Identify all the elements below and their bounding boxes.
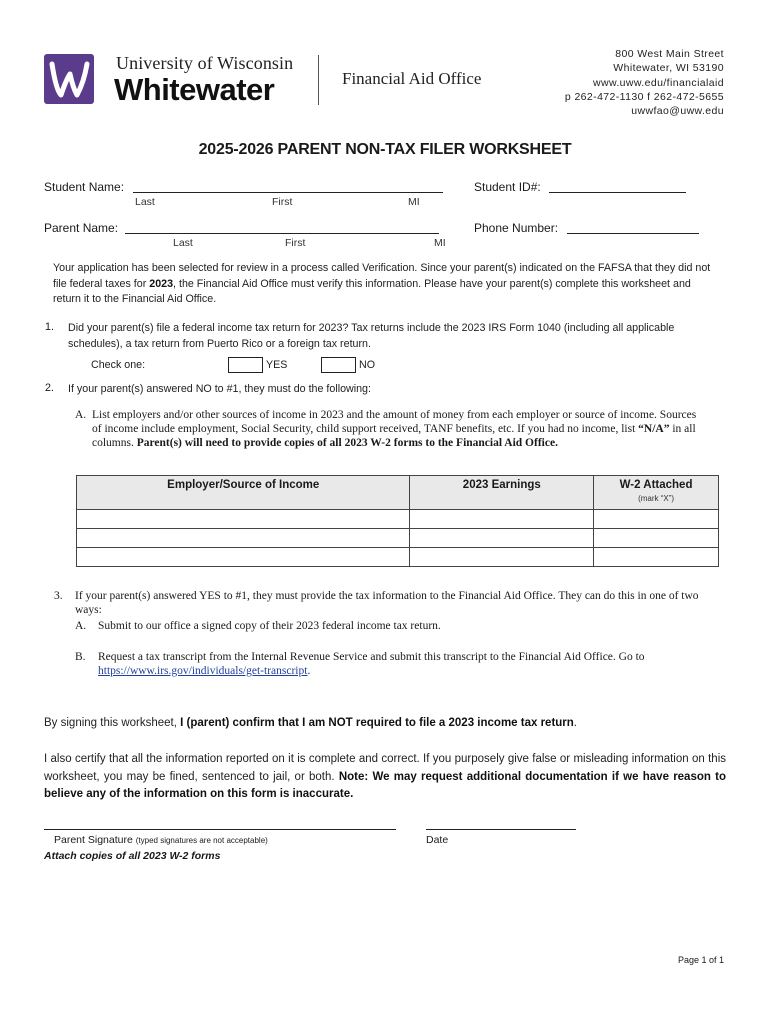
earnings-cell[interactable] (410, 548, 594, 567)
university-name-line2: Whitewater (114, 72, 275, 107)
table-header-employer: Employer/Source of Income (77, 476, 410, 510)
confirm-statement: By signing this worksheet, I (parent) confirm that I am NOT required to file a 2023 income tax return. (44, 717, 577, 729)
w2-cell[interactable] (594, 548, 719, 567)
parent-last-label: Last (173, 237, 193, 249)
date-label: Date (426, 834, 449, 846)
employer-cell[interactable] (77, 510, 410, 529)
w2-cell[interactable] (594, 529, 719, 548)
irs-transcript-link[interactable]: https://www.irs.gov/individuals/get-transcript (98, 665, 308, 677)
signature-line[interactable] (44, 829, 396, 830)
no-label: NO (359, 359, 376, 371)
parent-name-label: Parent Name: (44, 221, 119, 235)
question-2a-label: A. (75, 409, 87, 421)
question-3-text: If your parent(s) answered YES to #1, they must provide the tax information to the Financial Aid Office. They can do this in one of two ways: (75, 590, 699, 616)
table-header-w2-note: (mark “X”) (638, 494, 675, 503)
address-phone: p 262-472-1130 f 262-472-5655 (564, 90, 724, 103)
no-checkbox[interactable] (321, 357, 356, 373)
parent-mi-label: MI (434, 237, 446, 249)
earnings-cell[interactable] (410, 510, 594, 529)
table-row (77, 548, 719, 567)
address-email: uwwfao@uww.edu (631, 105, 724, 118)
question-1-number: 1. (45, 321, 54, 333)
yes-checkbox[interactable] (228, 357, 263, 373)
uww-logo-icon (44, 54, 94, 104)
table-header-earnings: 2023 Earnings (410, 476, 594, 510)
signature-note: (typed signatures are not acceptable) (135, 836, 268, 845)
student-first-label: First (272, 196, 293, 208)
student-name-label: Student Name: (44, 180, 125, 194)
question-3b-text: Request a tax transcript from the Internal Revenue Service and submit this transcript to the Financial Aid Office. Go to https://www.irs.gov/individuals/get-transcript. (98, 651, 645, 677)
question-2-number: 2. (45, 382, 54, 394)
student-name-input[interactable] (133, 180, 443, 193)
attach-w2-note: Attach copies of all 2023 W-2 forms (44, 850, 221, 862)
header-divider (318, 55, 319, 105)
intro-paragraph: Your application has been selected for review in a process called Verification. Since your parent(s) indicated on the FAFSA that they did not file federal taxes for 2023, the Financial Aid Office must verify this information. Please have your parent(s) complete this worksheet and return it to the Financial Aid Office. (53, 262, 711, 305)
office-address (565, 47, 724, 118)
table-row (77, 529, 719, 548)
student-last-label: Last (135, 196, 155, 208)
office-name: Financial Aid Office (342, 69, 482, 88)
employer-cell[interactable] (77, 529, 410, 548)
w2-cell[interactable] (594, 510, 719, 529)
page-title: 2025-2026 PARENT NON-TAX FILER WORKSHEET (198, 141, 572, 158)
employer-cell[interactable] (77, 548, 410, 567)
address-website: www.uww.edu/financialaid (592, 76, 724, 89)
table-row (77, 510, 719, 529)
address-city: Whitewater, WI 53190 (613, 62, 724, 75)
question-3-number: 3. (54, 590, 63, 602)
table-header-w2: W-2 Attached (mark “X”) (594, 476, 719, 510)
university-name-line1: University of Wisconsin (116, 53, 294, 73)
question-1-text: Did your parent(s) file a federal income tax return for 2023? Tax returns include the 2023 IRS Form 1040 (including all applicable schedules), a tax return from Puerto Rico or a foreign tax return. (68, 322, 675, 350)
yes-label: YES (266, 359, 288, 371)
student-id-input[interactable] (549, 180, 686, 193)
address-street: 800 West Main Street (615, 48, 724, 60)
student-mi-label: MI (408, 196, 420, 208)
parent-first-label: First (285, 237, 306, 249)
income-table (76, 475, 719, 567)
signature-label: Parent Signature (typed signatures are not acceptable) (54, 834, 268, 846)
question-2a-text: List employers and/or other sources of income in 2023 and the amount of money from each employer or source of income. Sources of income include employment, Social Security, child support received, TANF benefits, etc. If you had no income, list “N/A” in all columns. Parent(s) will need to provide copies of all 2023 W-2 forms to the Financial Aid Office. (92, 409, 697, 449)
check-one-label: Check one: (91, 359, 146, 371)
question-2-text: If your parent(s) answered NO to #1, they must do the following: (68, 383, 371, 395)
earnings-cell[interactable] (410, 529, 594, 548)
page-number: Page 1 of 1 (677, 955, 724, 965)
student-id-label: Student ID#: (474, 180, 541, 194)
question-3b-label: B. (75, 651, 86, 663)
date-line[interactable] (426, 829, 576, 830)
question-3a-label: A. (75, 620, 87, 632)
parent-name-input[interactable] (125, 221, 439, 234)
certify-statement: I also certify that all the information reported on it is complete and correct. If you purposely give false or misleading information on this worksheet, you may be fined, sentenced to jail, or both. Note: We may request additional documentation if we have reason to believe any of the information on this form is inaccurate. (44, 753, 726, 800)
question-3a-text: Submit to our office a signed copy of their 2023 federal income tax return. (98, 620, 441, 632)
phone-input[interactable] (567, 221, 699, 234)
phone-label: Phone Number: (474, 221, 559, 235)
